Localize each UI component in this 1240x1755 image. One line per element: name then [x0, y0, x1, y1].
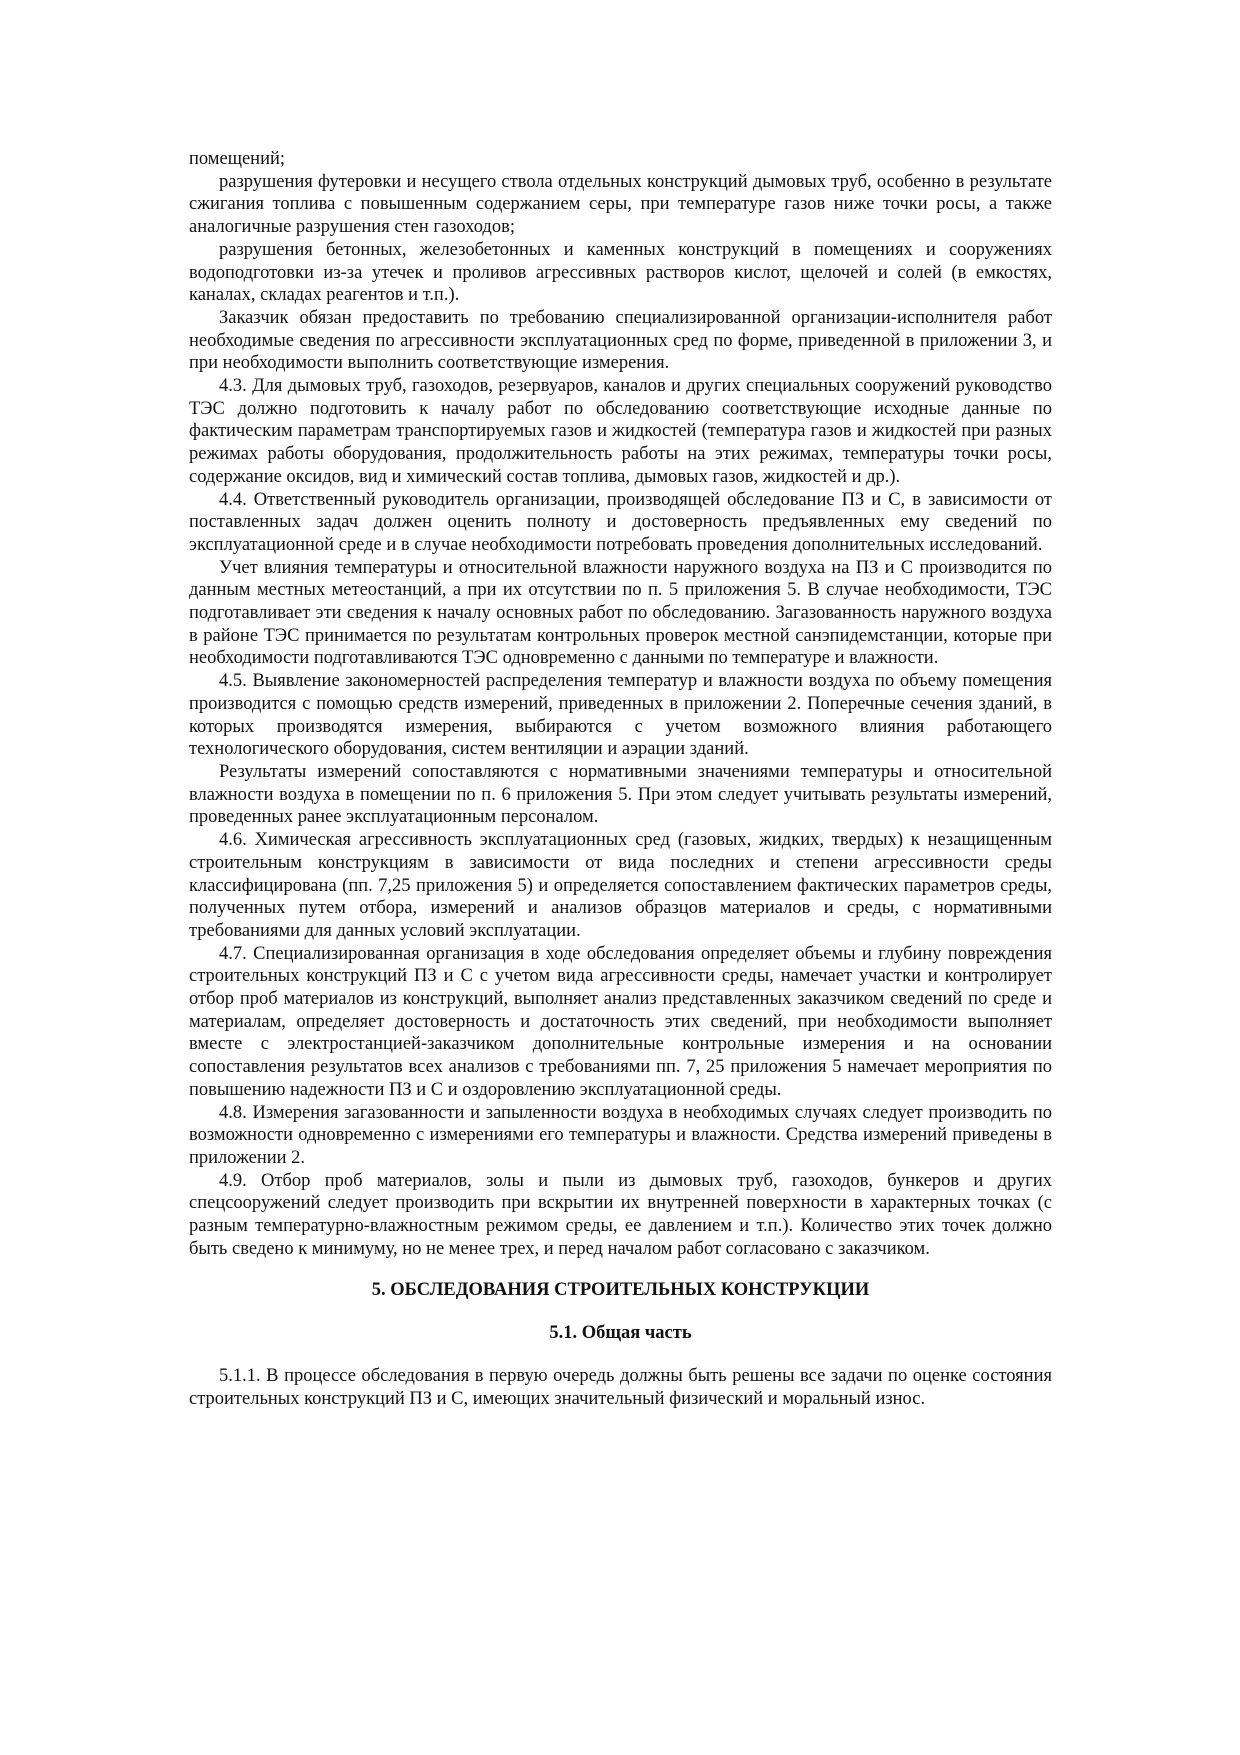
section-heading: 5. ОБСЛЕДОВАНИЯ СТРОИТЕЛЬНЫХ КОНСТРУКЦИИ	[371, 1280, 870, 1301]
paragraph: Учет влияния температуры и относительной влажности наружного воздуха на ПЗ и С производится по данным местных метеостанций, а при их отсутствии по п. 5 приложения 5. В случае необходимости, ТЭС подготавливает эти сведения к началу основных работ по обследованию. Загазованность наружного воздуха в районе ТЭС принимается по результатам контрольных проверок местной санэпидемстанции, которые при необходимости подготавливаются ТЭС одновременно с данными по температуре и влажности.	[189, 557, 1052, 669]
paragraph: 4.9. Отбор проб материалов, золы и пыли из дымовых труб, газоходов, бункеров и других спецсооружений следует производить при вскрытии их внутренней поверхности в характерных точках (с разным температурно-влажностным режимом среды, ее давлением и т.п.). Количество этих точек должно быть сведено к минимуму, но не менее трех, и перед началом работ согласовано с заказчиком.	[189, 1170, 1052, 1259]
paragraph: 4.3. Для дымовых труб, газоходов, резервуаров, каналов и других специальных сооружений руководство ТЭС должно подготовить к началу работ по обследованию соответствующие исходные данные по фактическим параметрам транспортируемых газов и жидкостей (температура газов и жидкостей при разных режимах работы оборудования, продолжительность работы на этих режимах, температуры точки росы, содержание оксидов, вид и химический состав топлива, дымовых газов, жидкостей и др.).	[189, 376, 1052, 487]
paragraph: Заказчик обязан предоставить по требованию специализированной организации-исполнителя работ необходимые сведения по агрессивности эксплуатационных сред по форме, приведенной в приложении 3, и при необходимости выполнить соответствующие измерения.	[189, 307, 1052, 374]
paragraph: 4.6. Химическая агрессивность эксплуатационных сред (газовых, жидких, твердых) к незащищенным строительным конструкциям в зависимости от вида последних и степени агрессивности среды классифицирована (пп. 7,25 приложения 5) и определяется сопоставлением фактических параметров среды, полученных путем отбора, измерений и анализов образцов материалов и среды, с нормативными требованиями для данных условий эксплуатации.	[189, 830, 1052, 941]
paragraph: 4.8. Измерения загазованности и запыленности воздуха в необходимых случаях следует производить по возможности одновременно с измерениями его температуры и влажности. Средства измерений приведены в приложении 2.	[189, 1102, 1052, 1168]
subsection-heading: 5.1. Общая часть	[549, 1323, 692, 1344]
paragraph: Результаты измерений сопоставляются с нормативными значениями температуры и относительной влажности воздуха в помещении по п. 6 приложения 5. При этом следует учитывать результаты измерений, проведенных ранее эксплуатационным персоналом.	[189, 761, 1052, 828]
paragraph: 4.4. Ответственный руководитель организации, производящей обследование ПЗ и С, в зависимости от поставленных задач должен оценить полноту и достоверность предъявленных ему сведений по эксплуатационной среде и в случае необходимости потребовать проведения дополнительных исследований.	[189, 489, 1052, 555]
paragraph: 4.7. Специализированная организация в ходе обследования определяет объемы и глубину повреждения строительных конструкций ПЗ и С с учетом вида агрессивности среды, намечает участки и контролирует отбор проб материалов из конструкций, выполняет анализ представленных заказчиком сведений по среде и материалам, определяет достоверность и достаточность этих сведений, при необходимости выполняет вместе с электростанцией-заказчиком дополнительные контрольные измерения и на основании сопоставления результатов всех анализов с требованиями пп. 7, 25 приложения 5 намечает мероприятия по повышению надежности ПЗ и С и оздоровлению эксплуатационной среды.	[189, 943, 1052, 1100]
paragraph: разрушения футеровки и несущего ствола отдельных конструкций дымовых труб, особенно в результате сжигания топлива с повышенным содержанием серы, при температуре газов ниже точки росы, а также аналогичные разрушения стен газоходов;	[189, 171, 1052, 238]
paragraph: 4.5. Выявление закономерностей распределения температур и влажности воздуха по объему помещения производится с помощью средств измерений, приведенных в приложении 2. Поперечные сечения зданий, в которых производятся измерения, выбираются с учетом возможного влияния работающего технологического оборудования, систем вентиляции и аэрации зданий.	[189, 671, 1052, 760]
paragraph: разрушения бетонных, железобетонных и каменных конструкций в помещениях и сооружениях водоподготовки из-за утечек и проливов агрессивных растворов кислот, щелочей и солей (в емкостях, каналах, складах реагентов и т.п.).	[189, 239, 1052, 306]
document-page	[189, 148, 1052, 1410]
paragraph: помещений;	[189, 149, 286, 169]
paragraph: 5.1.1. В процессе обследования в первую очередь должны быть решены все задачи по оценке состояния строительных конструкций ПЗ и С, имеющих значительный физический и моральный износ.	[189, 1365, 1052, 1409]
